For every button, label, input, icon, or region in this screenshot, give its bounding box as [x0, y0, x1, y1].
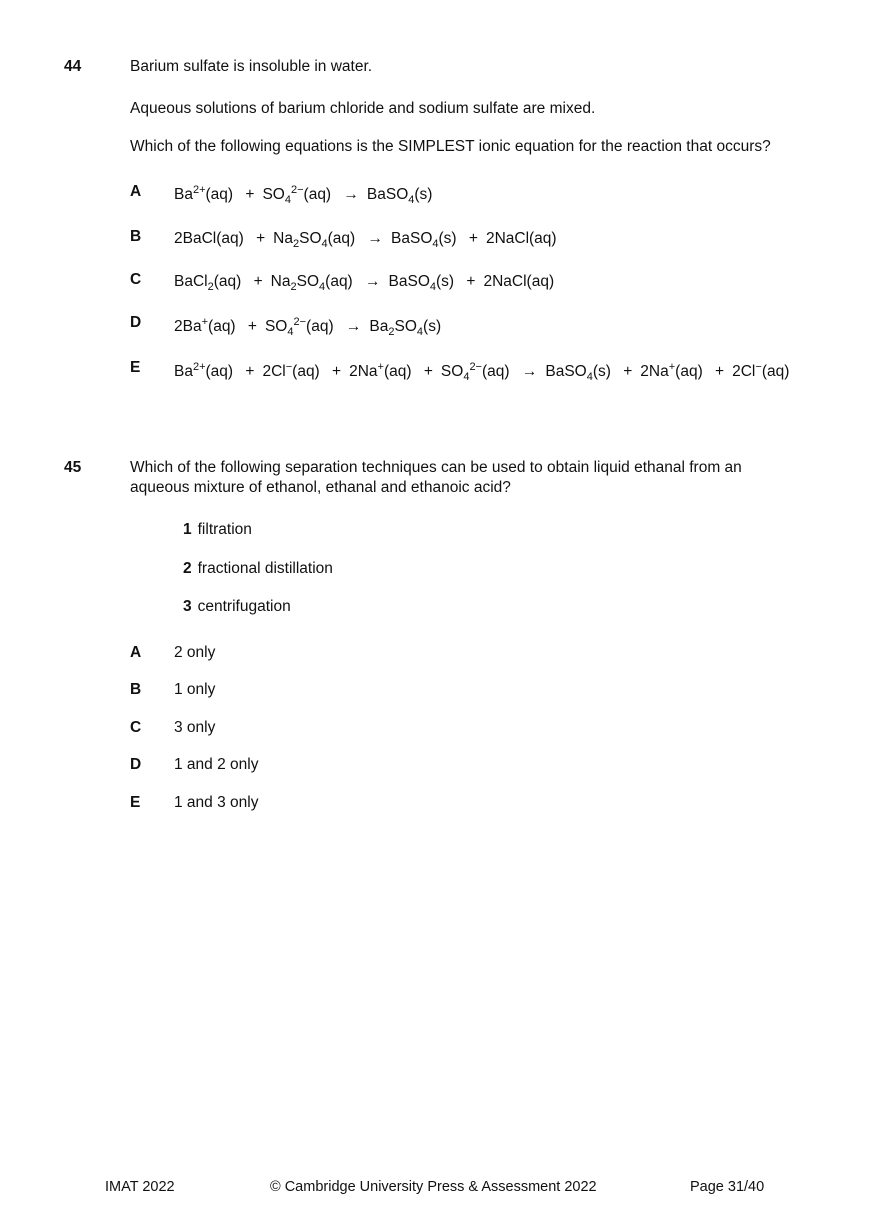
statement-text: fractional distillation — [197, 560, 333, 577]
question-stem-line: Which of the following equations is the SIMPLEST ionic equation for the reaction that occurs? — [130, 138, 771, 155]
option-letter: C — [130, 271, 142, 288]
statement-number: 2 — [183, 560, 192, 577]
option-text: 1 and 3 only — [174, 794, 259, 811]
option-equation: $2Ba^+(aq) + SO_4^{2-}(aq) \to Ba_2SO_4(s)$ — [174, 316, 442, 338]
option-letter: B — [130, 681, 142, 698]
footer-copyright: © Cambridge University Press & Assessment 2022 — [270, 1179, 597, 1195]
option-equation: $Ba^{2+}(aq) + SO_4^{2-}(aq)$ → BaSO$_4$(s) — [174, 184, 433, 206]
question-stem-line: Which of the following separation techniques can be used to obtain liquid ethanal from an — [130, 459, 742, 476]
statement-1 — [183, 521, 252, 539]
statement-3 — [183, 598, 291, 616]
statement-2 — [183, 560, 333, 578]
footer-page-number: Page 31/40 — [690, 1179, 765, 1195]
option-letter: D — [130, 756, 142, 773]
option-letter: C — [130, 719, 142, 736]
question-stem-line: aqueous mixture of ethanol, ethanal and ethanoic acid? — [130, 479, 511, 496]
option-letter: E — [130, 359, 141, 376]
option-text: 2 only — [174, 644, 216, 661]
question-number: 44 — [64, 58, 82, 75]
question-stem-line: Aqueous solutions of barium chloride and sodium sulfate are mixed. — [130, 100, 596, 117]
statement-number: 1 — [183, 521, 192, 538]
option-equation: $Ba^{2+}(aq) + 2Cl^-(aq) + 2Na^+(aq) + SO_4^{2-}(aq)$ → BaSO$_4$(s) + 2Na+(aq) + 2Cl−(aq) — [174, 361, 790, 383]
statement-text: filtration — [197, 521, 252, 538]
option-letter: A — [130, 644, 142, 661]
question-number: 45 — [64, 459, 82, 476]
statement-number: 3 — [183, 598, 192, 615]
option-text: 3 only — [174, 719, 216, 736]
option-letter: A — [130, 183, 142, 200]
question-stem-line: Barium sulfate is insoluble in water. — [130, 58, 373, 75]
footer-exam-name: IMAT 2022 — [105, 1179, 175, 1195]
option-equation: 2BaCl(aq) + $Na_2SO_4(aq)$ → BaSO$_4$(s) + 2NaCl(aq) — [174, 230, 557, 250]
option-letter: E — [130, 794, 141, 811]
statement-text: centrifugation — [197, 598, 291, 615]
option-text: 1 only — [174, 681, 216, 698]
option-letter: B — [130, 228, 142, 245]
option-letter: D — [130, 314, 142, 331]
option-equation: BaCl$_2$(aq) + $Na_2SO_4(aq)$ → BaSO$_4$(s) + 2NaCl(aq) — [174, 273, 555, 293]
option-text: 1 and 2 only — [174, 756, 259, 773]
